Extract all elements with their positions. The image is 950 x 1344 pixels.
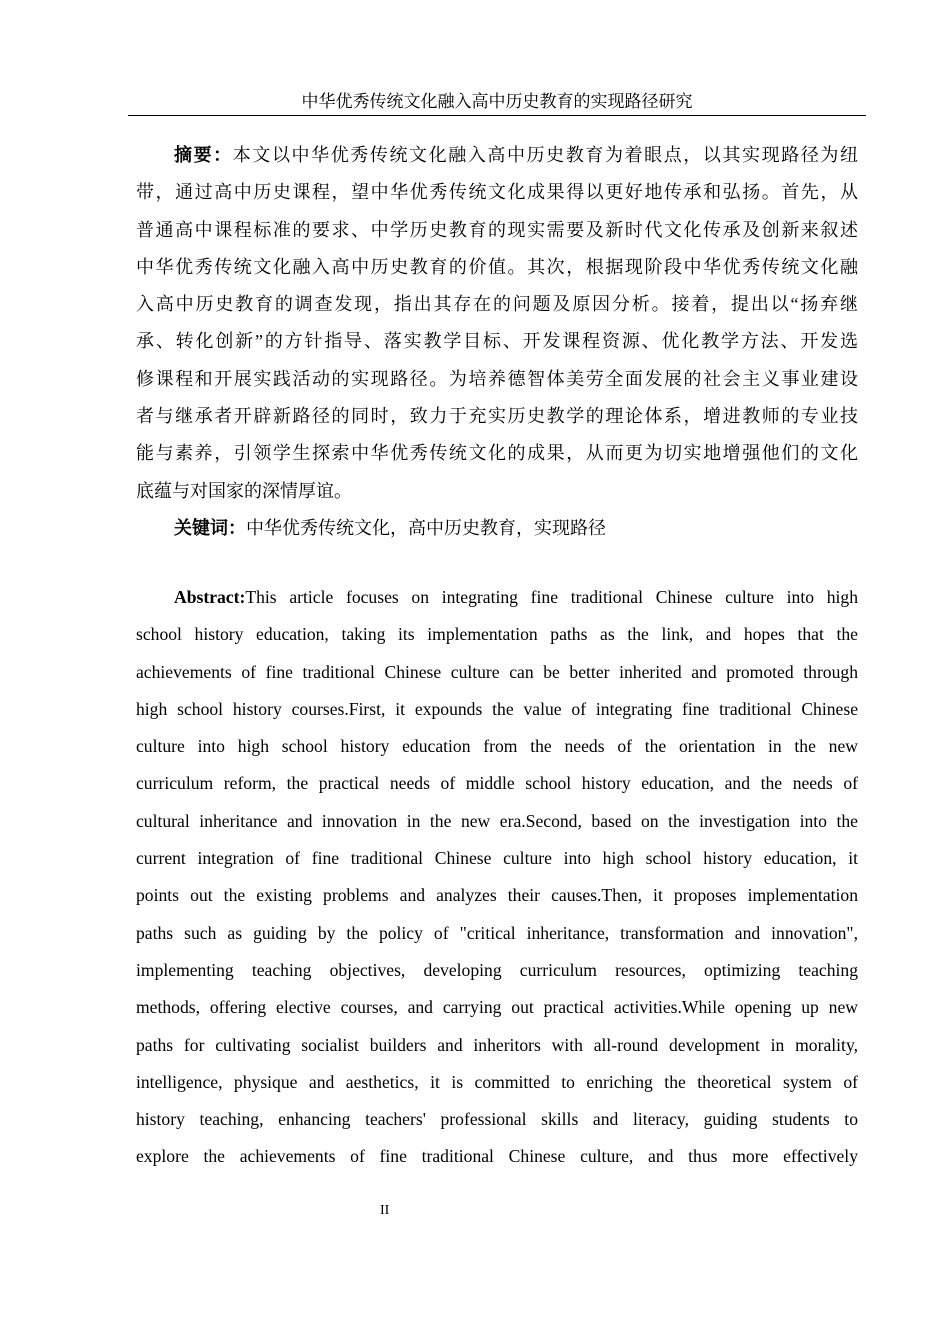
abstract-line: points out the existing problems and analyzes their causes.Then, it proposes implementation — [136, 885, 858, 906]
abstract-line: 中华优秀传统文化融入高中历史教育的价值。其次，根据现阶段中华优秀传统文化融 — [136, 256, 858, 277]
abstract-line: methods, offering elective courses, and carrying out practical activities.While opening up new — [136, 997, 858, 1018]
abstract-line: culture into high school history education from the needs of the orientation in the new — [136, 736, 858, 757]
english-abstract — [136, 579, 858, 1176]
abstract-line: cultural inheritance and innovation in the new era.Second, based on the investigation into the — [136, 810, 858, 831]
page-number: II — [380, 1203, 390, 1218]
abstract-line: 普通高中课程标准的要求、中学历史教育的现实需要及新时代文化传承及创新来叙述 — [136, 219, 858, 240]
abstract-line: history teaching, enhancing teachers' professional skills and literacy, guiding students to — [136, 1109, 858, 1130]
abstract-line: explore the achievements of fine traditional Chinese culture, and thus more effectively — [136, 1146, 858, 1167]
abstract-label: Abstract: — [174, 587, 246, 607]
abstract-line: 承、转化创新”的方针指导、落实教学目标、开发课程资源、优化教学方法、开发选 — [136, 331, 858, 352]
abstract-line: implementing teaching objectives, developing curriculum resources, optimizing teaching — [136, 959, 858, 980]
abstract-line: 入高中历史教育的调查发现，指出其存在的问题及原因分析。接着，提出以“扬弃继 — [136, 294, 858, 315]
abstract-line: paths for cultivating socialist builders and inheritors with all-round development in morality, — [136, 1034, 858, 1055]
abstract-line: school history education, taking its implementation paths as the link, and hopes that the — [136, 624, 858, 645]
keywords-label: 关键词： — [174, 517, 246, 538]
abstract-line: 底蕴与对国家的深情厚谊。 — [136, 480, 352, 501]
abstract-line: intelligence, physique and aesthetics, it is committed to enriching the theoretical system of — [136, 1071, 858, 1092]
abstract-text: This article focuses on integrating fine traditional Chinese culture into high — [245, 587, 858, 607]
running-header: 中华优秀传统文化融入高中历史教育的实现路径研究 — [128, 90, 866, 116]
abstract-line: 带，通过高中历史课程，望中华优秀传统文化成果得以更好地传承和弘扬。首先，从 — [136, 182, 858, 203]
abstract-line: high school history courses.First, it expounds the value of integrating fine traditional Chinese — [136, 698, 858, 719]
abstract-line: curriculum reform, the practical needs of middle school history education, and the needs of — [136, 773, 858, 794]
abstract-line: 者与继承者开辟新路径的同时，致力于充实历史教学的理论体系，增进教师的专业技 — [136, 406, 858, 427]
chinese-abstract — [136, 137, 858, 547]
abstract-line: paths such as guiding by the policy of "critical inheritance, transformation and innovation", — [136, 922, 858, 943]
abstract-label: 摘要： — [174, 145, 233, 165]
abstract-text: 本文以中华优秀传统文化融入高中历史教育为着眼点，以其实现路径为纽 — [232, 145, 858, 165]
keywords-line — [136, 510, 858, 547]
abstract-line: 能与素养，引领学生探索中华优秀传统文化的成果，从而更为切实地增强他们的文化 — [136, 443, 858, 464]
keywords-text: 中华优秀传统文化，高中历史教育，实现路径 — [246, 517, 606, 538]
abstract-line: 修课程和开展实践活动的实现路径。为培养德智体美劳全面发展的社会主义事业建设 — [136, 368, 858, 389]
abstract-line — [136, 579, 858, 616]
abstract-line: current integration of fine traditional Chinese culture into high school history education, it — [136, 848, 858, 869]
abstract-line — [136, 137, 858, 174]
abstract-line: achievements of fine traditional Chinese culture can be better inherited and promoted through — [136, 661, 858, 682]
